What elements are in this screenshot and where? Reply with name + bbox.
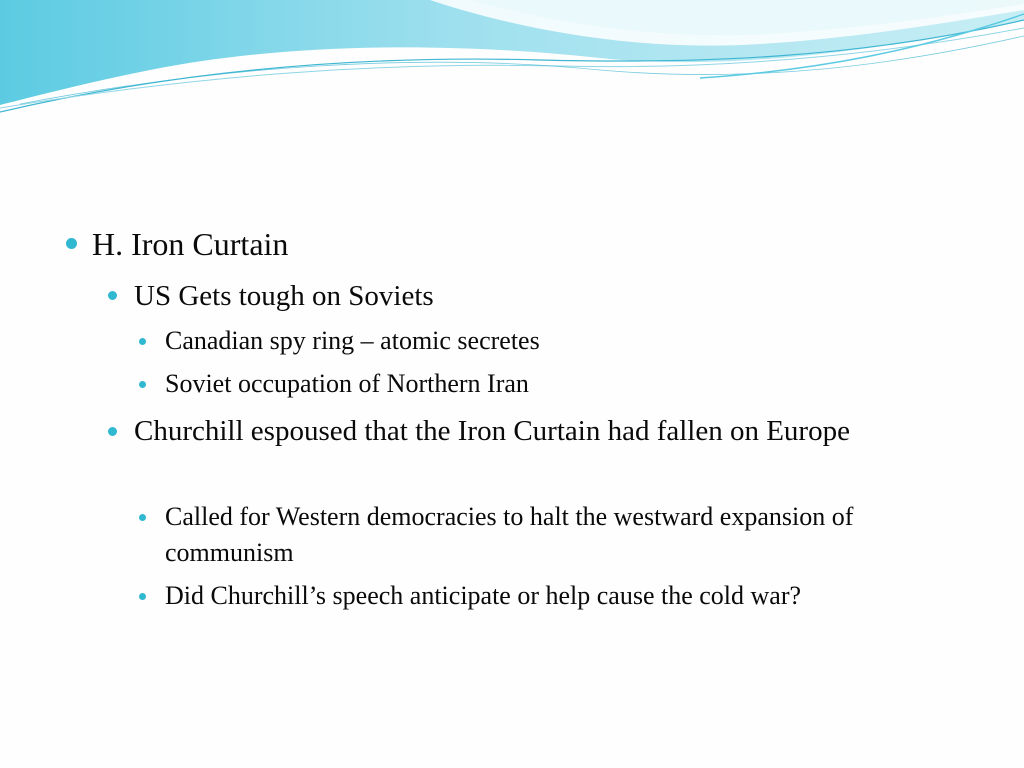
bullet-dot [108,427,117,436]
bullet-canadian-spy-ring: Canadian spy ring – atomic secretes [165,326,540,355]
bullet-dot [108,291,117,300]
bullet-did-churchill-speech: Did Churchill’s speech anticipate or help cause the cold war? [165,581,802,610]
bullet-dot [139,514,146,521]
bullet-us-gets-tough: US Gets tough on Soviets [134,280,434,312]
bullet-dot [66,238,77,249]
bullet-churchill-espoused: Churchill espoused that the Iron Curtain had fallen on Europe [134,415,850,447]
bullet-soviet-occupation: Soviet occupation of Northern Iran [165,369,529,398]
bullet-called-for-western: Called for Western democracies to halt the westward expansion of communism [165,502,854,567]
bullet-dot [139,381,146,388]
bullet-dot [139,593,146,600]
bullet-dot [139,338,146,345]
bullet-h-iron-curtain: H. Iron Curtain [92,226,289,262]
